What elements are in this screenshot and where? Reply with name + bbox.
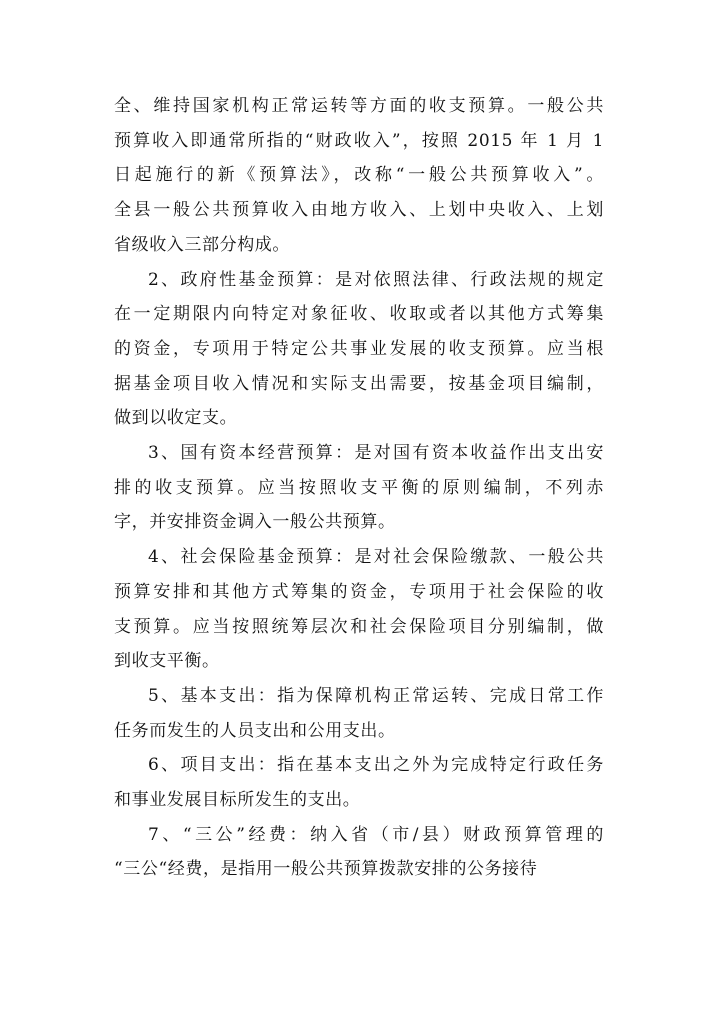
text-line: 全县一般公共预算收入由地方收入、上划中央收入、上划 [114, 200, 604, 221]
text-line: 和事业发展目标所发生的支出。 [114, 790, 361, 811]
text-line: 到收支平衡。 [114, 651, 220, 672]
text-line: 预算收入即通常所指的“财政收入”，按照 2015 年 1 月 1 [114, 130, 604, 151]
paragraph-social-insurance-budget [114, 540, 604, 679]
text-line: 3、国有资本经营预算：是对国有资本收益作出支出安 [148, 443, 604, 464]
text-line: 支预算。应当按照统筹层次和社会保险项目分别编制，做 [114, 616, 604, 637]
text-line: 2、政府性基金预算：是对依照法律、行政法规的规定 [148, 269, 604, 290]
paragraph-basic-expenditure [114, 679, 604, 748]
text-line: 全、维持国家机构正常运转等方面的收支预算。一般公共 [114, 96, 604, 116]
text-line: 的资金，专项用于特定公共事业发展的收支预算。应当根 [114, 338, 604, 359]
text-line: 7、“三公”经费：纳入省（市/县）财政预算管理的 [148, 824, 604, 845]
text-line: 5、基本支出：指为保障机构正常运转、完成日常工作 [148, 685, 604, 706]
text-line: 日起施行的新《预算法》，改称“一般公共预算收入”。 [114, 165, 604, 186]
paragraph-state-capital-budget [114, 436, 604, 540]
paragraph-general-budget-cont [114, 89, 604, 263]
text-line: 排的收支预算。应当按照收支平衡的原则编制，不列赤 [114, 477, 604, 498]
text-line: 预算安排和其他方式筹集的资金，专项用于社会保险的收 [114, 581, 604, 602]
text-line: 4、社会保险基金预算：是对社会保险缴款、一般公共 [148, 547, 604, 568]
paragraph-three-public-expenses [114, 818, 604, 887]
text-line: 任务而发生的人员支出和公用支出。 [114, 720, 396, 741]
text-line: 在一定期限内向特定对象征收、收取或者以其他方式筹集 [114, 304, 604, 325]
text-line: 做到以收定支。 [114, 408, 238, 429]
paragraph-project-expenditure [114, 748, 604, 817]
paragraph-fund-budget [114, 263, 604, 437]
text-line: 据基金项目收入情况和实际支出需要，按基金项目编制， [114, 373, 604, 394]
text-line: 字，并安排资金调入一般公共预算。 [114, 512, 396, 533]
text-line: 6、项目支出：指在基本支出之外为完成特定行政任务 [148, 755, 604, 776]
text-line: “三公“经费，是指用一般公共预算拨款安排的公务接待 [114, 859, 538, 880]
document-body [114, 89, 604, 887]
text-line: 省级收入三部分构成。 [114, 234, 290, 255]
